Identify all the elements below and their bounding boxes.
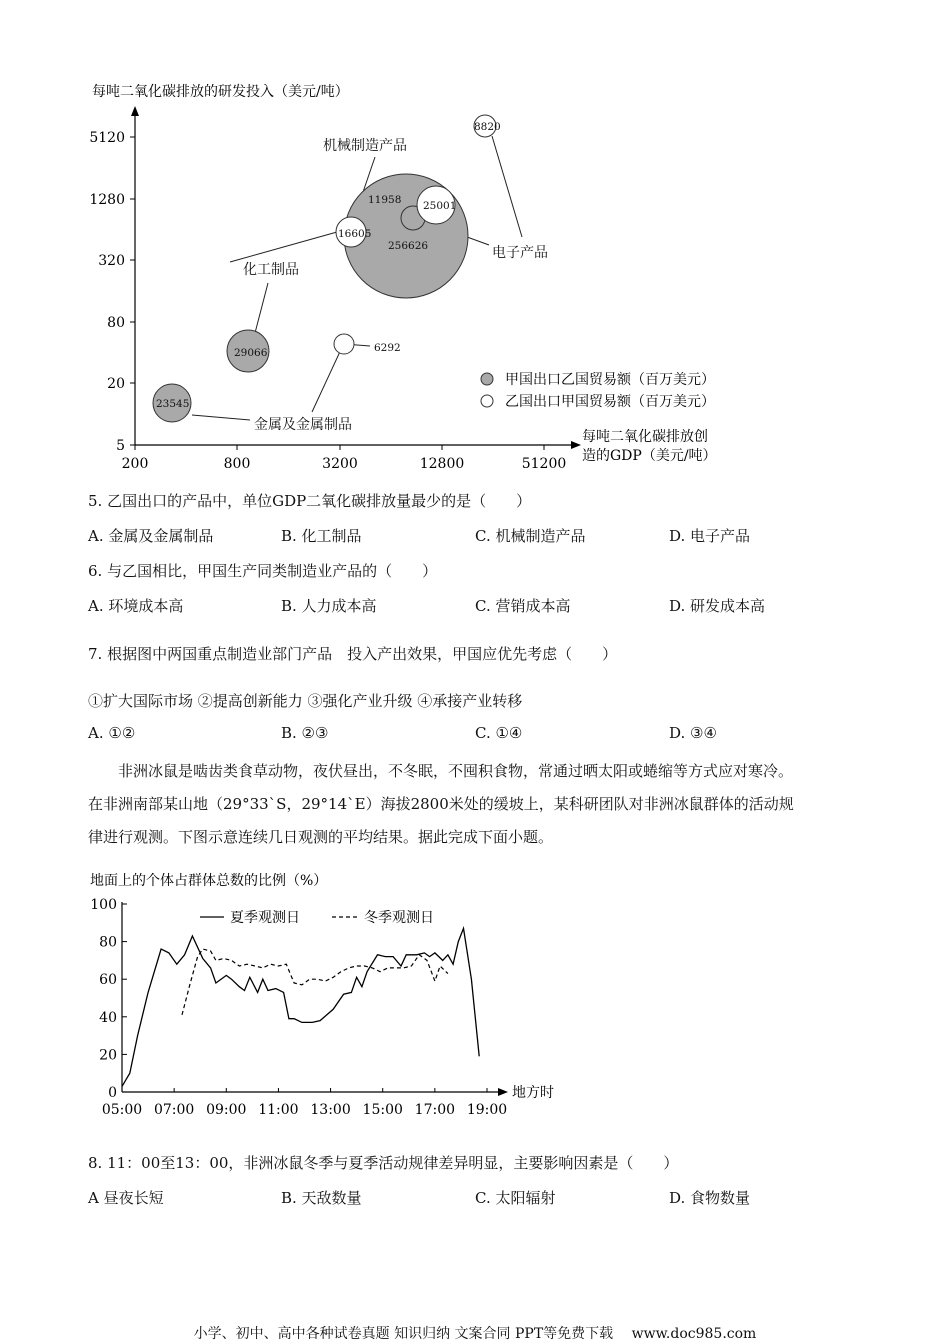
passage-line: 律进行观测。下图示意连续几日观测的平均结果。据此完成下面小题。 [88, 828, 554, 846]
summer-series-line [122, 928, 479, 1086]
q7-stem: 7. 根据图中两国重点制造业部门产品 投入产出效果，甲国应优先考虑（ ） [88, 645, 618, 663]
passage-line: 非洲冰鼠是啮齿类食草动物，夜伏昼出，不冬眠，不囤积食物，常通过晒太阳或蜷缩等方式应对寒冷。 [88, 762, 794, 780]
line-y-tick-label: 80 [99, 934, 117, 951]
line-chart-ylabel: 地面上的个体占群体总数的比例（%） [90, 873, 328, 889]
bubble-x-tick-label: 200 [121, 456, 149, 470]
leader-lines [192, 136, 522, 420]
q5-option-d: D. 电子产品 [669, 527, 751, 545]
q7-option-c: C. ①④ [475, 724, 523, 742]
line-x-tick-label: 09:00 [206, 1102, 247, 1118]
bubble-x-tick-label: 12800 [419, 456, 465, 470]
bubble-y-tick-label: 5 [116, 438, 125, 454]
q6-option-b: B. 人力成本高 [281, 597, 377, 615]
q7-option-a: A. ①② [88, 724, 136, 742]
line-x-tick-label: 17:00 [414, 1102, 456, 1118]
line-y-tick-label: 40 [99, 1009, 117, 1026]
q8-stem: 8. 11：00至13：00，非洲冰鼠冬季与夏季活动规律差异明显，主要影响因素是（ ） [88, 1154, 679, 1172]
bubble-x-tick-label: 800 [223, 456, 251, 470]
annotation-electronic: 电子产品 [492, 245, 548, 261]
q8-option-c: C. 太阳辐射 [475, 1189, 556, 1207]
line-x-tick-label: 15:00 [362, 1102, 403, 1118]
bubble-chart [0, 70, 950, 470]
q6-option-d: D. 研发成本高 [669, 597, 766, 615]
line-x-tick-label: 07:00 [153, 1102, 195, 1118]
bubble-value: 256626 [388, 240, 429, 252]
line-x-tick-label: 05:00 [101, 1102, 143, 1118]
legend-winter-label: 冬季观测日 [364, 910, 434, 926]
q8-option-d: D. 食物数量 [669, 1189, 751, 1207]
passage [88, 755, 878, 854]
line-y-tick-label: 20 [99, 1047, 117, 1064]
line-y-tick-label: 100 [90, 897, 117, 913]
bubble-x-arrow [571, 441, 581, 449]
winter-series-line [182, 949, 448, 1015]
bubble-chart-xlabel-1: 每吨二氧化碳排放创 [582, 429, 708, 445]
annotation-mechanical: 机械制造产品 [323, 138, 407, 154]
bubble-y-tick-label: 80 [107, 315, 125, 331]
q7-items: ①扩大国际市场 ②提高创新能力 ③强化产业升级 ④承接产业转移 [88, 692, 523, 710]
q5-stem: 5. 乙国出口的产品中，单位GDP二氧化碳排放量最少的是（ ） [88, 492, 532, 510]
bubble-value: 23545 [156, 398, 190, 410]
q5-option-b: B. 化工制品 [281, 527, 362, 545]
line-y-tick-label: 0 [108, 1085, 117, 1101]
bubble-value: 6292 [374, 342, 401, 354]
q6-stem: 6. 与乙国相比，甲国生产同类制造业产品的（ ） [88, 562, 438, 580]
bubble-value: 8820 [474, 121, 501, 133]
bubble-value: 11958 [368, 194, 402, 206]
line-x-tick-label: 11:00 [258, 1102, 299, 1118]
passage-line: 在非洲南部某山地（29°33`S，29°14`E）海拔2800米处的缓坡上，某科研团队对非洲冰鼠群体的活动规 [88, 795, 794, 813]
annotation-chemical: 化工制品 [243, 262, 299, 278]
legend-swatch-yi [481, 395, 493, 407]
legend-label-yi: 乙国出口甲国贸易额（百万美元） [505, 394, 715, 410]
q6-option-c: C. 营销成本高 [475, 597, 571, 615]
bubble-x-tick-label: 51200 [521, 456, 567, 470]
line-chart-xlabel: 地方时 [512, 1085, 554, 1101]
q5-option-a: A. 金属及金属制品 [88, 527, 214, 545]
bubble-y-tick-label: 5120 [89, 130, 125, 146]
bubble-y-tick-label: 320 [98, 253, 125, 269]
bubble-value: 25001 [423, 200, 457, 212]
bubble-value: 29066 [234, 347, 268, 359]
q5-option-c: C. 机械制造产品 [475, 527, 586, 545]
q8-option-b: B. 天敌数量 [281, 1189, 362, 1207]
bubble-metal-yi [334, 334, 354, 354]
line-x-tick-label: 13:00 [310, 1102, 351, 1118]
bubble-chart-xlabel-2: 造的GDP（美元/吨） [582, 448, 717, 464]
bubble-value: 16605 [338, 228, 372, 240]
bubble-y-arrow [131, 106, 139, 116]
legend-label-jia: 甲国出口乙国贸易额（百万美元） [505, 372, 715, 388]
legend-swatch-jia [481, 373, 493, 385]
bubbles [153, 115, 496, 422]
bubble-chart-ylabel: 每吨二氧化碳排放的研发投入（美元/吨） [92, 84, 349, 100]
q7-option-d: D. ③④ [669, 724, 717, 742]
line-y-tick-label: 60 [99, 972, 117, 989]
q6-option-a: A. 环境成本高 [88, 597, 184, 615]
bubble-x-tick-label: 3200 [322, 456, 358, 470]
line-x-arrow [498, 1088, 508, 1096]
line-x-tick-label: 19:00 [466, 1102, 508, 1118]
annotation-metal: 金属及金属制品 [254, 417, 352, 433]
activity-line-chart [0, 865, 950, 1125]
legend-summer-label: 夏季观测日 [230, 910, 300, 926]
bubble-y-tick-label: 20 [107, 376, 125, 392]
page-footer: 小学、初中、高中各种试卷真题 知识归纳 文案合同 PPT等免费下载 www.doc985.com [193, 1326, 757, 1342]
q7-option-b: B. ②③ [281, 724, 329, 742]
bubble-y-tick-label: 1280 [89, 192, 125, 208]
q8-option-a: A 昼夜长短 [88, 1189, 164, 1207]
